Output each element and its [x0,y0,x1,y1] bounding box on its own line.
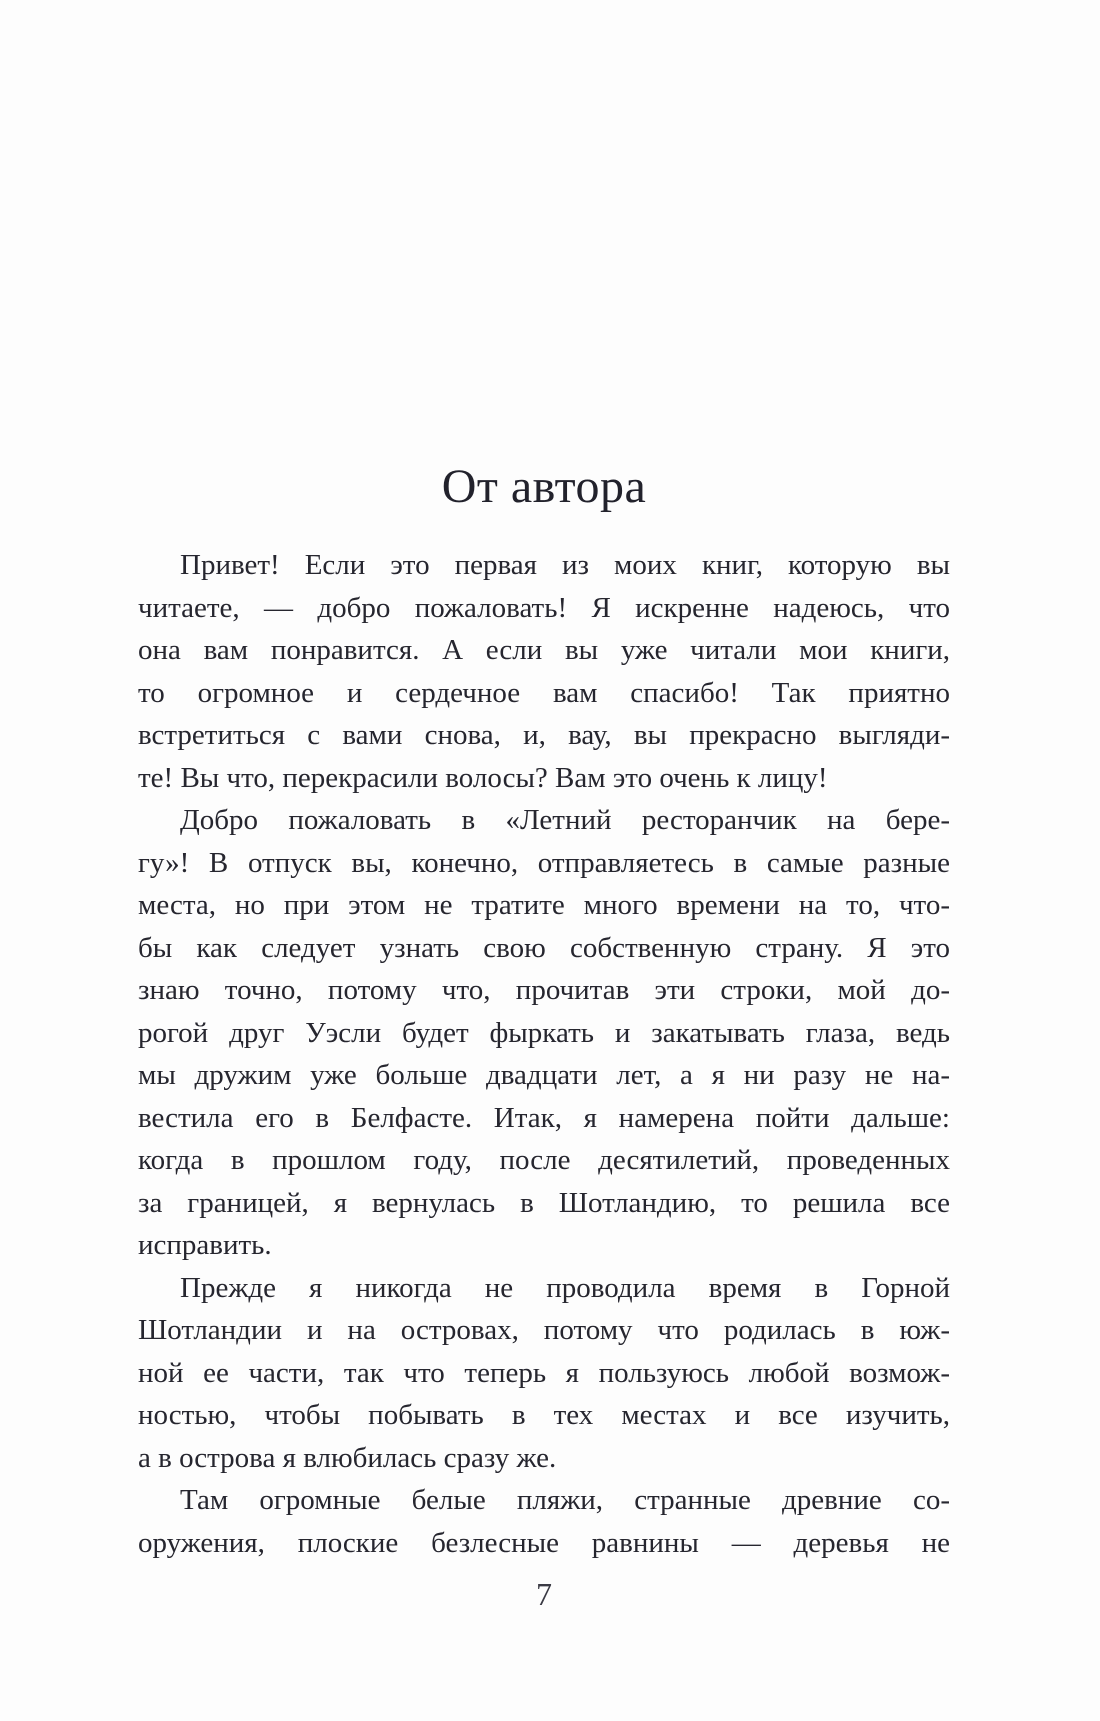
text-line: ностью, чтобы побывать в тех местах и все изучить, [138,1399,950,1431]
text-line: то огромное и сердечное вам спасибо! Так приятно [138,676,950,709]
text-line: а в острова я влюбилась сразу же. [138,1441,557,1474]
text-line: Добро пожаловать в «Летний ресторанчик на бере- [180,804,950,836]
text-line: Привет! Если это первая из моих книг, которую вы [180,549,950,581]
text-line: Прежде я никогда не проводила время в Горной [180,1271,950,1304]
text-line: встретиться с вами снова, и, вау, вы прекрасно выгляди- [138,719,950,751]
text-line: рогой друг Уэсли будет фыркать и закатывать глаза, ведь [138,1016,950,1049]
text-line: исправить. [138,1229,272,1261]
text-line: когда в прошлом году, после десятилетий, проведенных [138,1144,950,1176]
text-line: за границей, я вернулась в Шотландию, то решила все [138,1186,950,1219]
chapter-title: От автора [441,460,647,513]
text-line: гу»! В отпуск вы, конечно, отправляетесь в самые разные [138,846,950,879]
text-line: Там огромные белые пляжи, странные древние со- [180,1484,950,1516]
text-line: мы дружим уже больше двадцати лет, а я ни разу не на- [138,1059,950,1091]
text-line: оружения, плоские безлесные равнины — деревья не [138,1526,950,1559]
text-line: знаю точно, потому что, прочитав эти строки, мой до- [138,974,950,1006]
text-line: ной ее части, так что теперь я пользуюсь любой возмож- [138,1356,950,1389]
page-number: 7 [536,1576,552,1612]
text-line: те! Вы что, перекрасили волосы? Вам это очень к лицу! [138,761,828,794]
text-line: вестила его в Белфасте. Итак, я намерена пойти дальше: [138,1101,950,1134]
text-line: Шотландии и на островах, потому что родилась в юж- [138,1314,950,1346]
text-line: бы как следует узнать свою собственную страну. Я это [138,931,950,964]
body-text [138,544,950,1564]
text-line: места, но при этом не тратите много времени на то, что- [138,889,950,921]
text-line: читаете, — добро пожаловать! Я искренне надеюсь, что [138,591,950,624]
text-line: она вам понравится. А если вы уже читали мои книги, [138,634,950,666]
